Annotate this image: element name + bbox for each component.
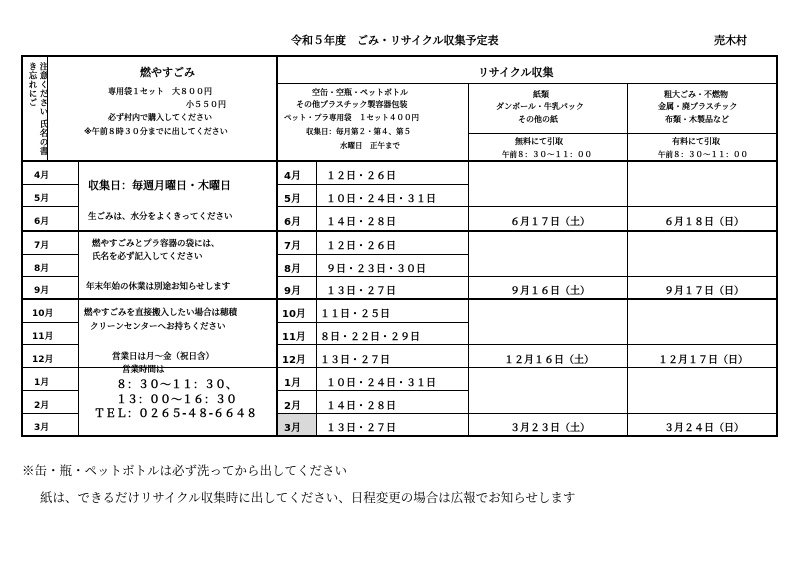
recycle-month: 10月: [282, 309, 306, 320]
recycle-col3-line3: 布類・木製品など: [665, 115, 729, 124]
name-note-1: 燃やすごみとプラ容器の袋には、: [92, 239, 220, 249]
recycle-days: １２日・２６日: [326, 171, 396, 182]
bulky-paid-label: 有料にて引取: [672, 137, 720, 146]
recycle-month: 7月: [284, 241, 301, 252]
moisture-note: 生ごみは、水分をよくきってください: [88, 212, 233, 222]
recycle-month: 6月: [284, 217, 301, 228]
footnote-wash: ※缶・瓶・ペットボトルは必ず洗ってから出してください: [22, 463, 348, 478]
page-title: 令和５年度 ごみ・リサイクル収集予定表: [291, 34, 499, 47]
recycle-days: １２日・２６日: [326, 241, 396, 252]
bulky-time-label: 午前８：３０～１１：００: [658, 150, 748, 159]
side-note: 注意ください 氏名の書き忘れにご: [27, 62, 48, 156]
recycle-days: １０日・２４日・３１日: [326, 194, 436, 205]
recycle-col1-line4: 収集日：毎月第２・第４、第５: [306, 127, 411, 136]
recycle-month: 8月: [284, 264, 301, 275]
recycle-month: 2月: [284, 401, 301, 412]
month-label: 2月: [34, 401, 50, 411]
bulky-date-dec: １２月１７日（日）: [658, 355, 748, 366]
name-note-2: 氏名を必ず記入してください: [92, 252, 203, 262]
month-label: 12月: [32, 355, 54, 365]
recycle-days: １４日・２８日: [326, 401, 396, 412]
recycle-month: 9月: [284, 286, 301, 297]
paper-date-jun: ６月１７日（土）: [510, 217, 590, 228]
recycle-col3-line2: 金属・廃プラスチック: [658, 102, 738, 111]
recycle-col2-line1: 紙類: [533, 90, 549, 99]
recycle-col2-line2: ダンボール・牛乳パック: [496, 102, 584, 111]
month-label: 4月: [34, 171, 50, 181]
paper-time-label: 午前８：３０～１１：００: [502, 150, 592, 159]
bulky-date-jun: ６月１８日（日）: [664, 217, 744, 228]
recycle-month: 11月: [282, 332, 306, 343]
month-label: 11月: [32, 332, 54, 342]
recycle-title: リサイクル収集: [478, 66, 554, 79]
holiday-note: 年末年始の休業は別途お知らせします: [86, 282, 231, 292]
phone-number: ＴＥＬ：０２６５-４８-６６４８: [94, 407, 258, 420]
direct-note-2: クリーンセンターへお持ちください: [90, 322, 226, 332]
bag-price-line2: 小５５０円: [186, 100, 226, 109]
paper-date-sep: ９月１６日（土）: [510, 286, 590, 297]
month-label: 5月: [34, 194, 50, 204]
recycle-days: １４日・２８日: [326, 217, 396, 228]
recycle-days: １３日・２７日: [326, 423, 396, 434]
recycle-days: １３日・２７日: [320, 355, 390, 366]
open-days: 営業日は月～金（祝日含）: [112, 352, 215, 362]
bulky-date-mar: ３月２４日（日）: [664, 423, 744, 434]
month-label: 3月: [34, 423, 50, 433]
month-label: 7月: [34, 241, 50, 251]
village-name: 売木村: [714, 34, 747, 47]
open-hours-am: ８：３０～１１：３０、: [116, 378, 237, 391]
recycle-col1-line1: 空缶・空瓶・ペットボトル: [312, 88, 408, 97]
direct-note-1: 燃やすごみを直接搬入したい場合は穂積: [84, 308, 238, 318]
recycle-col1-line3: ペット・プラ専用袋 １セット４００円: [284, 113, 419, 122]
month-label: 9月: [34, 286, 50, 296]
recycle-col3-line1: 粗大ごみ・不燃物: [664, 90, 728, 99]
recycle-col1-line2: その他プラスチック製容器包装: [296, 100, 408, 109]
recycle-days: ９日・２３日・３０日: [326, 264, 426, 275]
paper-free-label: 無料にて引取: [515, 137, 563, 146]
month-label: 10月: [32, 309, 54, 319]
month-label: 1月: [34, 378, 50, 388]
time-note: ※午前８時３０分までに出してください: [84, 127, 228, 136]
open-hours-pm: １３：００～１６：３０: [116, 393, 237, 406]
month-label: 8月: [34, 264, 50, 274]
recycle-days: ８日・２２日・２９日: [320, 332, 420, 343]
recycle-month: 1月: [284, 378, 301, 389]
month-label: 6月: [34, 217, 50, 227]
footnote-paper: 紙は、できるだけリサイクル収集時に出してください、日程変更の場合は広報でお知らせします: [40, 490, 576, 505]
recycle-month: 5月: [284, 194, 301, 205]
collect-days: 収集日：毎週月曜日・木曜日: [88, 179, 231, 192]
recycle-days: １１日・２５日: [320, 309, 390, 320]
recycle-days: １０日・２４日・３１日: [326, 378, 436, 389]
buy-note: 必ず村内で購入してください: [108, 113, 212, 122]
bulky-date-sep: ９月１７日（日）: [664, 286, 744, 297]
paper-date-dec: １２月１６日（土）: [504, 355, 594, 366]
recycle-month: 3月: [284, 423, 301, 434]
recycle-col1-line5: 水曜日 正午まで: [340, 141, 400, 150]
open-hours-label: 営業時間は: [122, 365, 165, 375]
paper-date-mar: ３月２３日（土）: [510, 423, 590, 434]
recycle-month: 4月: [284, 171, 301, 182]
recycle-col2-line3: その他の紙: [518, 115, 558, 124]
bag-price-line1: 専用袋１セット 大８００円: [108, 87, 212, 96]
recycle-month: 12月: [282, 355, 306, 366]
burnable-title: 燃やすごみ: [140, 66, 195, 79]
recycle-days: １３日・２７日: [326, 286, 396, 297]
